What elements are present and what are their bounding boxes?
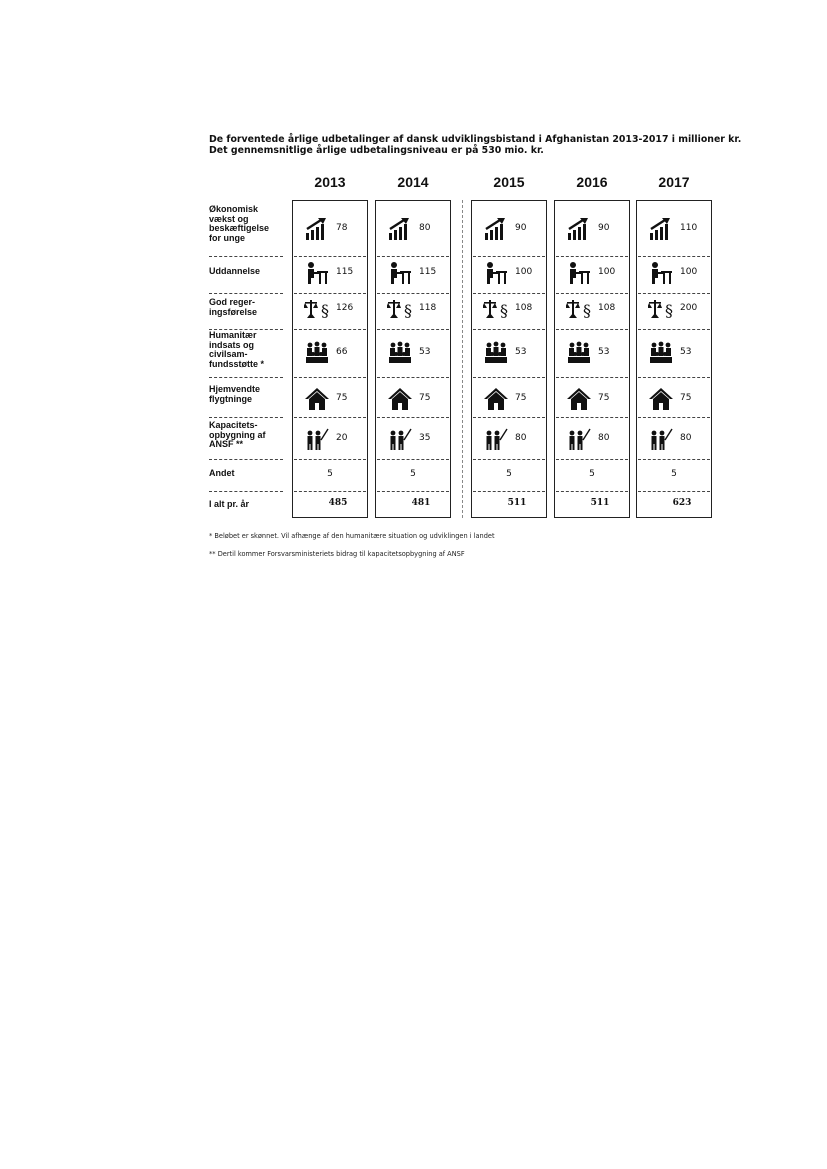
table-cell xyxy=(471,383,547,413)
scales-paragraph-icon xyxy=(304,297,330,321)
row-divider xyxy=(473,329,545,330)
table-cell xyxy=(375,257,451,287)
row-divider xyxy=(209,377,283,378)
row-divider xyxy=(638,417,710,418)
cell-value: 126 xyxy=(336,303,354,313)
year-header-2015: 2015 xyxy=(493,174,525,190)
row-divider xyxy=(294,459,366,460)
table-cell xyxy=(471,213,547,243)
row-label-line: Humanitær xyxy=(209,330,257,340)
footnote-2: ** Dertil kommer Forsvarsministeriets bidrag til kapacitetsopbygning af ANSF xyxy=(209,550,465,558)
cell-value: 118 xyxy=(419,303,437,313)
row-label-line: ANSF ** xyxy=(209,439,244,450)
year-divider xyxy=(462,200,463,518)
cell-value-total: 511 xyxy=(507,498,527,508)
row-label-line: Økonomisk xyxy=(209,204,259,214)
row-divider xyxy=(209,417,283,418)
row-label-line: flygtninge xyxy=(209,393,252,404)
table-cell xyxy=(471,293,547,323)
row-divider xyxy=(473,417,545,418)
table-cell xyxy=(554,293,630,323)
cell-value-total: 511 xyxy=(590,498,610,508)
cell-value: 75 xyxy=(515,393,527,403)
table-cell xyxy=(471,257,547,287)
cell-value: 75 xyxy=(336,393,348,403)
table-cell xyxy=(375,337,451,367)
row-divider xyxy=(377,459,449,460)
cell-value: 90 xyxy=(515,223,527,233)
table-cell xyxy=(636,337,712,367)
people-group-icon xyxy=(648,341,674,365)
table-cell xyxy=(375,293,451,323)
people-group-icon xyxy=(483,341,509,365)
row-divider xyxy=(377,377,449,378)
growth-chart-icon xyxy=(648,217,674,241)
table-cell xyxy=(636,293,712,323)
row-label-line: Uddannelse xyxy=(209,266,261,276)
row-label xyxy=(209,205,269,243)
cell-value: 75 xyxy=(598,393,610,403)
row-label-line: indsats og xyxy=(209,339,255,350)
table-cell xyxy=(292,257,368,287)
soldiers-icon xyxy=(648,427,674,451)
cell-value: 80 xyxy=(515,433,527,443)
cell-value: 78 xyxy=(336,223,348,233)
row-divider xyxy=(377,417,449,418)
row-divider xyxy=(638,491,710,492)
cell-value: 53 xyxy=(419,347,431,357)
row-divider xyxy=(294,329,366,330)
cell-value-total: 481 xyxy=(411,498,431,508)
soldiers-icon xyxy=(387,427,413,451)
row-label-line: fundsstøtte * xyxy=(209,358,264,369)
cell-value: 100 xyxy=(680,267,698,277)
table-cell xyxy=(292,423,368,453)
table-cell xyxy=(375,213,451,243)
cell-value: 80 xyxy=(419,223,431,233)
house-icon xyxy=(387,387,413,411)
svg-text:§: § xyxy=(583,301,591,320)
cell-value: 115 xyxy=(336,267,354,277)
cell-value: 35 xyxy=(419,433,431,443)
row-label-line: Hjemvendte xyxy=(209,384,261,394)
scales-paragraph-icon xyxy=(483,297,509,321)
table-cell xyxy=(471,337,547,367)
row-label-line: Kapacitets- xyxy=(209,420,258,430)
row-divider xyxy=(556,329,628,330)
row-divider xyxy=(377,329,449,330)
year-header-2013: 2013 xyxy=(314,174,346,190)
growth-chart-icon xyxy=(304,217,330,241)
house-icon xyxy=(304,387,330,411)
row-divider xyxy=(556,491,628,492)
cell-value-andet: 5 xyxy=(671,469,677,479)
row-divider xyxy=(556,377,628,378)
table-title xyxy=(209,134,769,156)
people-group-icon xyxy=(387,341,413,365)
people-group-icon xyxy=(566,341,592,365)
row-label xyxy=(209,385,260,404)
row-divider xyxy=(556,417,628,418)
row-label xyxy=(209,421,266,450)
row-label-line: God reger- xyxy=(209,297,256,307)
cell-value: 108 xyxy=(515,303,533,313)
row-label-line: for unge xyxy=(209,232,245,243)
row-label xyxy=(209,298,257,317)
house-icon xyxy=(566,387,592,411)
people-group-icon xyxy=(304,341,330,365)
row-label xyxy=(209,331,264,369)
student-desk-icon xyxy=(304,261,330,285)
cell-value-total: 623 xyxy=(672,498,692,508)
cell-value: 200 xyxy=(680,303,698,313)
row-divider xyxy=(294,377,366,378)
title-line-2: Det gennemsnitlige årlige udbetalingsniveau er på 530 mio. kr. xyxy=(209,145,544,156)
table-cell xyxy=(636,257,712,287)
row-label-total: I alt pr. år xyxy=(209,499,250,509)
table-cell xyxy=(292,383,368,413)
cell-value: 20 xyxy=(336,433,348,443)
table-cell xyxy=(292,337,368,367)
cell-value-andet: 5 xyxy=(410,469,416,479)
cell-value: 80 xyxy=(680,433,692,443)
cell-value: 53 xyxy=(598,347,610,357)
house-icon xyxy=(483,387,509,411)
cell-value: 110 xyxy=(680,223,698,233)
row-label-andet: Andet xyxy=(209,468,235,478)
student-desk-icon xyxy=(387,261,413,285)
year-header-2017: 2017 xyxy=(658,174,690,190)
table-cell xyxy=(292,213,368,243)
row-label-line: opbygning af xyxy=(209,429,266,440)
year-header-2014: 2014 xyxy=(397,174,429,190)
growth-chart-icon xyxy=(566,217,592,241)
row-divider xyxy=(209,491,283,492)
growth-chart-icon xyxy=(387,217,413,241)
row-divider xyxy=(638,377,710,378)
cell-value: 108 xyxy=(598,303,616,313)
row-divider xyxy=(294,491,366,492)
table-cell xyxy=(554,213,630,243)
scales-paragraph-icon xyxy=(648,297,674,321)
table-cell xyxy=(636,213,712,243)
cell-value: 75 xyxy=(419,393,431,403)
svg-text:§: § xyxy=(500,301,508,320)
row-label-line: civilsam- xyxy=(209,349,248,360)
row-divider xyxy=(209,256,283,257)
row-label-line: beskæftigelse xyxy=(209,223,270,234)
cell-value: 100 xyxy=(598,267,616,277)
title-line-1: De forventede årlige udbetalinger af dansk udviklingsbistand i Afghanistan 2013-2017 i millioner kr. xyxy=(209,134,742,145)
table-cell xyxy=(554,337,630,367)
svg-text:§: § xyxy=(404,301,412,320)
svg-text:§: § xyxy=(321,301,329,320)
growth-chart-icon xyxy=(483,217,509,241)
house-icon xyxy=(648,387,674,411)
table-cell xyxy=(636,423,712,453)
row-divider xyxy=(473,377,545,378)
row-divider xyxy=(209,293,283,294)
row-divider xyxy=(209,459,283,460)
table-cell xyxy=(554,257,630,287)
cell-value: 53 xyxy=(680,347,692,357)
cell-value: 90 xyxy=(598,223,610,233)
row-divider xyxy=(377,491,449,492)
soldiers-icon xyxy=(483,427,509,451)
cell-value-andet: 5 xyxy=(589,469,595,479)
cell-value: 80 xyxy=(598,433,610,443)
footnote-1: * Beløbet er skønnet. Vil afhænge af den humanitære situation og udviklingen i landet xyxy=(209,532,495,540)
table-cell xyxy=(554,383,630,413)
year-header-2016: 2016 xyxy=(576,174,608,190)
student-desk-icon xyxy=(648,261,674,285)
cell-value: 75 xyxy=(680,393,692,403)
table-cell xyxy=(375,383,451,413)
cell-value: 115 xyxy=(419,267,437,277)
table-cell xyxy=(375,423,451,453)
row-divider xyxy=(638,459,710,460)
svg-text:§: § xyxy=(665,301,673,320)
student-desk-icon xyxy=(566,261,592,285)
cell-value: 66 xyxy=(336,347,348,357)
cell-value-andet: 5 xyxy=(327,469,333,479)
row-divider xyxy=(638,329,710,330)
table-cell xyxy=(636,383,712,413)
row-label-line: vækst og xyxy=(209,213,249,224)
student-desk-icon xyxy=(483,261,509,285)
cell-value: 100 xyxy=(515,267,533,277)
row-divider xyxy=(473,491,545,492)
table-cell xyxy=(471,423,547,453)
soldiers-icon xyxy=(304,427,330,451)
scales-paragraph-icon xyxy=(387,297,413,321)
table-cell xyxy=(554,423,630,453)
row-divider xyxy=(294,417,366,418)
cell-value: 53 xyxy=(515,347,527,357)
row-divider xyxy=(556,459,628,460)
scales-paragraph-icon xyxy=(566,297,592,321)
row-label-line: ingsførelse xyxy=(209,306,258,317)
row-divider xyxy=(473,459,545,460)
soldiers-icon xyxy=(566,427,592,451)
row-label xyxy=(209,267,260,277)
cell-value-andet: 5 xyxy=(506,469,512,479)
cell-value-total: 485 xyxy=(328,498,348,508)
table-cell xyxy=(292,293,368,323)
